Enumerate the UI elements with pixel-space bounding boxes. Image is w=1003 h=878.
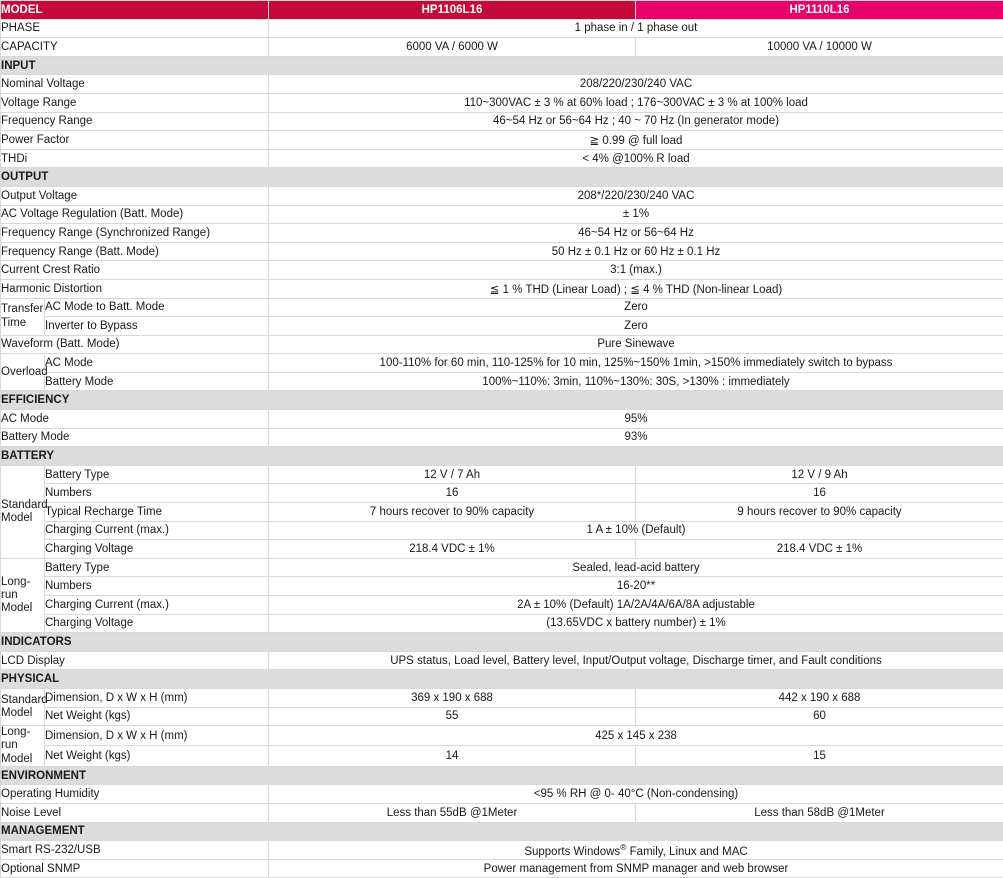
row-label: Battery Mode (1, 428, 269, 447)
row-label: Waveform (Batt. Mode) (1, 335, 269, 354)
table-row (1, 131, 1003, 150)
value-cell-model-b: 9 hours recover to 90% capacity (636, 503, 1003, 522)
value-cell-model-b: 218.4 VDC ± 1% (636, 540, 1003, 559)
value-cell-model-a: 14 (269, 746, 636, 766)
group-label: Transfer Time (1, 298, 45, 335)
value-cell-span: < 4% @100% R load (269, 149, 1003, 168)
row-sublabel: AC Mode to Batt. Mode (45, 298, 269, 317)
value-cell-span: 425 x 145 x 238 (269, 726, 1003, 746)
table-row (1, 205, 1003, 224)
table-header-row (1, 1, 1003, 20)
section-title: INPUT (1, 56, 1003, 75)
row-sublabel: Charging Current (max.) (45, 521, 269, 540)
row-label: Operating Humidity (1, 785, 269, 804)
section-header-input (1, 56, 1003, 75)
row-sublabel: Dimension, D x W x H (mm) (45, 688, 269, 707)
value-cell-model-a: 6000 VA / 6000 W (269, 38, 636, 57)
value-cell-span: 208*/220/230/240 VAC (269, 186, 1003, 205)
section-title: OUTPUT (1, 168, 1003, 187)
value-cell-span: <95 % RH @ 0- 40°C (Non-condensing) (269, 785, 1003, 804)
value-cell-span: 1 A ± 10% (Default) (269, 521, 1003, 540)
value-cell-span: ≦ 1 % THD (Linear Load) ; ≦ 4 % THD (Non-linear Load) (269, 279, 1003, 298)
value-cell-model-a: 12 V / 7 Ah (269, 465, 636, 484)
table-row (1, 804, 1003, 823)
table-row (1, 261, 1003, 280)
value-cell-model-b: 60 (636, 707, 1003, 726)
table-row (1, 503, 1003, 522)
table-row (1, 186, 1003, 205)
header-model-b: HP1110L16 (636, 1, 1003, 20)
table-row (1, 726, 1003, 746)
section-header-indicators (1, 633, 1003, 652)
value-cell-span: 208/220/230/240 VAC (269, 75, 1003, 94)
value-cell-model-a: 16 (269, 484, 636, 503)
table-row (1, 651, 1003, 670)
value-cell-span: 46~54 Hz or 56~64 Hz ; 40 ~ 70 Hz (In generator mode) (269, 112, 1003, 131)
value-cell-span: 93% (269, 428, 1003, 447)
value-cell-model-a: Less than 55dB @1Meter (269, 804, 636, 823)
table-row (1, 746, 1003, 766)
group-label: Long-run Model (1, 558, 45, 632)
value-cell-model-b: 15 (636, 746, 1003, 766)
group-label: Standard Model (1, 688, 45, 725)
value-cell-model-b: 10000 VA / 10000 W (636, 38, 1003, 57)
table-row (1, 372, 1003, 391)
table-row (1, 596, 1003, 615)
table-row (1, 540, 1003, 559)
value-cell-span: Zero (269, 317, 1003, 336)
value-cell-model-a: 7 hours recover to 90% capacity (269, 503, 636, 522)
row-sublabel: Battery Mode (45, 372, 269, 391)
table-row (1, 428, 1003, 447)
value-cell-span: ≧ 0.99 @ full load (269, 131, 1003, 150)
section-title: PHYSICAL (1, 670, 1003, 689)
row-sublabel: Battery Type (45, 558, 269, 577)
table-row (1, 614, 1003, 633)
row-sublabel: Charging Voltage (45, 614, 269, 633)
table-row (1, 75, 1003, 94)
row-sublabel: Net Weight (kgs) (45, 746, 269, 766)
table-body (1, 1, 1003, 878)
table-row (1, 335, 1003, 354)
value-cell-span: 16-20** (269, 577, 1003, 596)
value-cell-span: 100-110% for 60 min, 110-125% for 10 min, 125%~150% 1min, >150% immediately switch to bypass (269, 354, 1003, 373)
table-row (1, 112, 1003, 131)
row-label: Optional SNMP (1, 859, 269, 878)
row-label: Noise Level (1, 804, 269, 823)
row-label: CAPACITY (1, 38, 269, 57)
table-row (1, 558, 1003, 577)
section-title: INDICATORS (1, 633, 1003, 652)
value-cell-span: Supports Windows® Family, Linux and MAC (269, 841, 1003, 860)
value-cell-model-a: 55 (269, 707, 636, 726)
value-cell-span: 110~300VAC ± 3 % at 60% load ; 176~300VAC ± 3 % at 100% load (269, 93, 1003, 112)
table-row (1, 841, 1003, 860)
value-cell-span: Pure Sinewave (269, 335, 1003, 354)
row-sublabel: Typical Recharge Time (45, 503, 269, 522)
table-row (1, 577, 1003, 596)
table-row (1, 785, 1003, 804)
section-title: ENVIRONMENT (1, 766, 1003, 785)
table-row (1, 859, 1003, 878)
value-cell-model-b: 16 (636, 484, 1003, 503)
table-row (1, 19, 1003, 38)
section-header-battery (1, 447, 1003, 466)
row-label: THDi (1, 149, 269, 168)
value-cell-model-b: 12 V / 9 Ah (636, 465, 1003, 484)
table-row (1, 688, 1003, 707)
table-row (1, 242, 1003, 261)
section-header-output (1, 168, 1003, 187)
row-label: AC Mode (1, 410, 269, 429)
row-label: Frequency Range (1, 112, 269, 131)
row-label: Voltage Range (1, 93, 269, 112)
value-cell-model-b: Less than 58dB @1Meter (636, 804, 1003, 823)
group-label: Long-run Model (1, 726, 45, 767)
row-label: AC Voltage Regulation (Batt. Mode) (1, 205, 269, 224)
value-cell-span: 2A ± 10% (Default) 1A/2A/4A/6A/8A adjustable (269, 596, 1003, 615)
section-header-management (1, 822, 1003, 841)
table-row (1, 38, 1003, 57)
row-sublabel: Battery Type (45, 465, 269, 484)
section-header-environment (1, 766, 1003, 785)
table-row (1, 354, 1003, 373)
section-header-physical (1, 670, 1003, 689)
row-label: Nominal Voltage (1, 75, 269, 94)
value-cell-span: ± 1% (269, 205, 1003, 224)
table-row (1, 279, 1003, 298)
table-row (1, 410, 1003, 429)
row-sublabel: Inverter to Bypass (45, 317, 269, 336)
value-cell-model-a: 218.4 VDC ± 1% (269, 540, 636, 559)
table-row (1, 93, 1003, 112)
value-cell-span: 95% (269, 410, 1003, 429)
value-cell-span: 50 Hz ± 0.1 Hz or 60 Hz ± 0.1 Hz (269, 242, 1003, 261)
row-label: Smart RS-232/USB (1, 841, 269, 860)
row-sublabel: Charging Current (max.) (45, 596, 269, 615)
value-cell-span: Sealed, lead-acid battery (269, 558, 1003, 577)
row-label: Current Crest Ratio (1, 261, 269, 280)
row-sublabel: Dimension, D x W x H (mm) (45, 726, 269, 746)
row-sublabel: Numbers (45, 484, 269, 503)
value-cell-model-a: 369 x 190 x 688 (269, 688, 636, 707)
value-cell-span: 46~54 Hz or 56~64 Hz (269, 224, 1003, 243)
group-label: Overload (1, 354, 45, 391)
value-cell-span: 3:1 (max.) (269, 261, 1003, 280)
section-title: MANAGEMENT (1, 822, 1003, 841)
value-cell-span: 100%~110%: 3min, 110%~130%: 30S, >130% : immediately (269, 372, 1003, 391)
table-row (1, 521, 1003, 540)
value-cell-span: UPS status, Load level, Battery level, Input/Output voltage, Discharge timer, and Fault conditions (269, 651, 1003, 670)
value-cell-span: Power management from SNMP manager and web browser (269, 859, 1003, 878)
table-row (1, 298, 1003, 317)
row-label: LCD Display (1, 651, 269, 670)
row-sublabel: Charging Voltage (45, 540, 269, 559)
value-cell-span: (13.65VDC x battery number) ± 1% (269, 614, 1003, 633)
value-cell-span: Zero (269, 298, 1003, 317)
table-row (1, 707, 1003, 726)
row-label: Power Factor (1, 131, 269, 150)
row-sublabel: Net Weight (kgs) (45, 707, 269, 726)
row-label: Frequency Range (Batt. Mode) (1, 242, 269, 261)
row-label: Output Voltage (1, 186, 269, 205)
section-title: BATTERY (1, 447, 1003, 466)
section-title: EFFICIENCY (1, 391, 1003, 410)
group-label: Standard Model (1, 465, 45, 558)
table-row (1, 484, 1003, 503)
row-sublabel: Numbers (45, 577, 269, 596)
row-label: Frequency Range (Synchronized Range) (1, 224, 269, 243)
table-row (1, 317, 1003, 336)
section-header-efficiency (1, 391, 1003, 410)
table-row (1, 465, 1003, 484)
row-sublabel: AC Mode (45, 354, 269, 373)
table-row (1, 224, 1003, 243)
header-model-a: HP1106L16 (269, 1, 636, 20)
value-cell-span: 1 phase in / 1 phase out (269, 19, 1003, 38)
row-label: PHASE (1, 19, 269, 38)
header-model-label: MODEL (1, 1, 269, 20)
table-row (1, 149, 1003, 168)
value-cell-model-b: 442 x 190 x 688 (636, 688, 1003, 707)
row-label: Harmonic Distortion (1, 279, 269, 298)
